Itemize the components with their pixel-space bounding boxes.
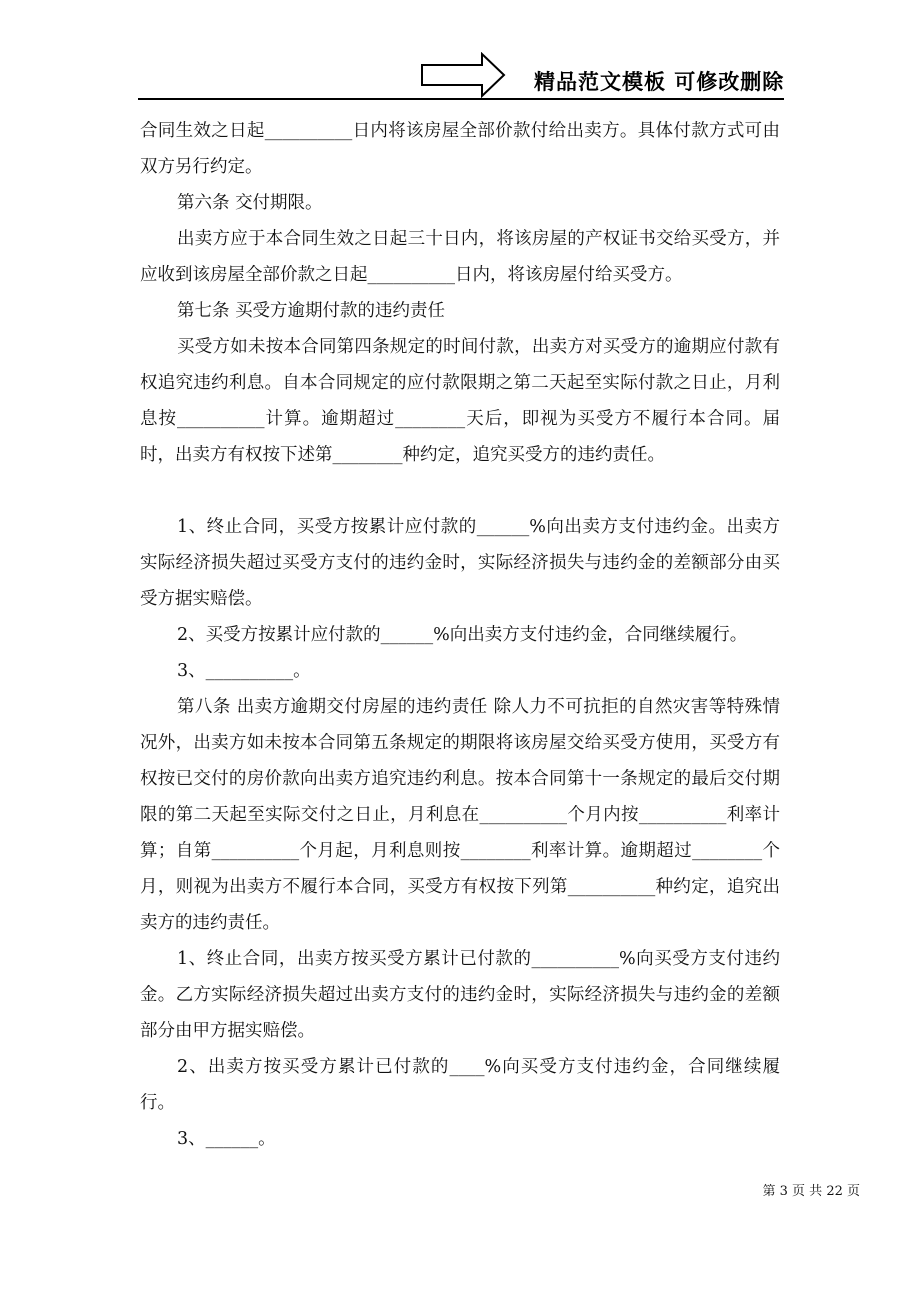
article-8-option-2: 2、出卖方按买受方累计已付款的____%向买受方支付违约金，合同继续履行。 [140,1057,780,1113]
article-7-body: 买受方如未按本合同第四条规定的时间付款，出卖方对买受方的逾期应付款有权追究违约利息。自本合同规定的应付款限期之第二天起至实际付款之日止，月利息按__________计算。逾期超过________天后，即视为买受方不履行本合同。届时，出卖方有权按下述第________种约定，追究买受方的违约责任。 [140,337,780,465]
article-6-heading: 第六条 交付期限。 [177,193,323,213]
article-8-body: 第八条 出卖方逾期交付房屋的违约责任 除人力不可抗拒的自然灾害等特殊情况外，出卖方如未按本合同第五条规定的期限将该房屋交给买受方使用，买受方有权按已交付的房价款向出卖方追究违约利息。按本合同第十一条规定的最后交付期限的第二天起至实际交付之日止，月利息在__________个月内按__________利率计算；自第__________个月起，月利息则按________利率计算。逾期超过________个月，则视为出卖方不履行本合同，买受方有权按下列第__________种约定，追究出卖方的违约责任。 [140,697,780,933]
article-8-option-1: 1、终止合同，出卖方按买受方累计已付款的__________%向买受方支付违约金。乙方实际经济损失超过出卖方支付的违约金时，实际经济损失与违约金的差额部分由甲方据实赔偿。 [140,949,780,1041]
article-7-heading: 第七条 买受方逾期付款的违约责任 [177,301,446,321]
document-body [140,113,780,1157]
arrow-icon [420,52,506,98]
article-7-option-3: 3、__________。 [177,661,311,681]
article-7-option-2: 2、买受方按累计应付款的______%向出卖方支付违约金，合同继续履行。 [177,625,748,645]
page-number: 第 3 页 共 22 页 [762,1184,860,1199]
article-8-option-3: 3、______。 [177,1129,276,1149]
header-divider [138,98,784,100]
paragraph-payment-continuation: 合同生效之日起__________日内将该房屋全部价款付给出卖方。具体付款方式可由双方另行约定。 [140,121,780,177]
article-7-option-1: 1、终止合同，买受方按累计应付款的______%向出卖方支付违约金。出卖方实际经济损失超过买受方支付的违约金时，实际经济损失与违约金的差额部分由买受方据实赔偿。 [140,517,780,609]
paragraph-gap [140,473,780,509]
page-header [0,0,920,100]
article-6-body: 出卖方应于本合同生效之日起三十日内，将该房屋的产权证书交给买受方，并应收到该房屋全部价款之日起__________日内，将该房屋付给买受方。 [140,229,780,285]
brand-title: 精品范文模板 可修改删除 [534,70,785,94]
